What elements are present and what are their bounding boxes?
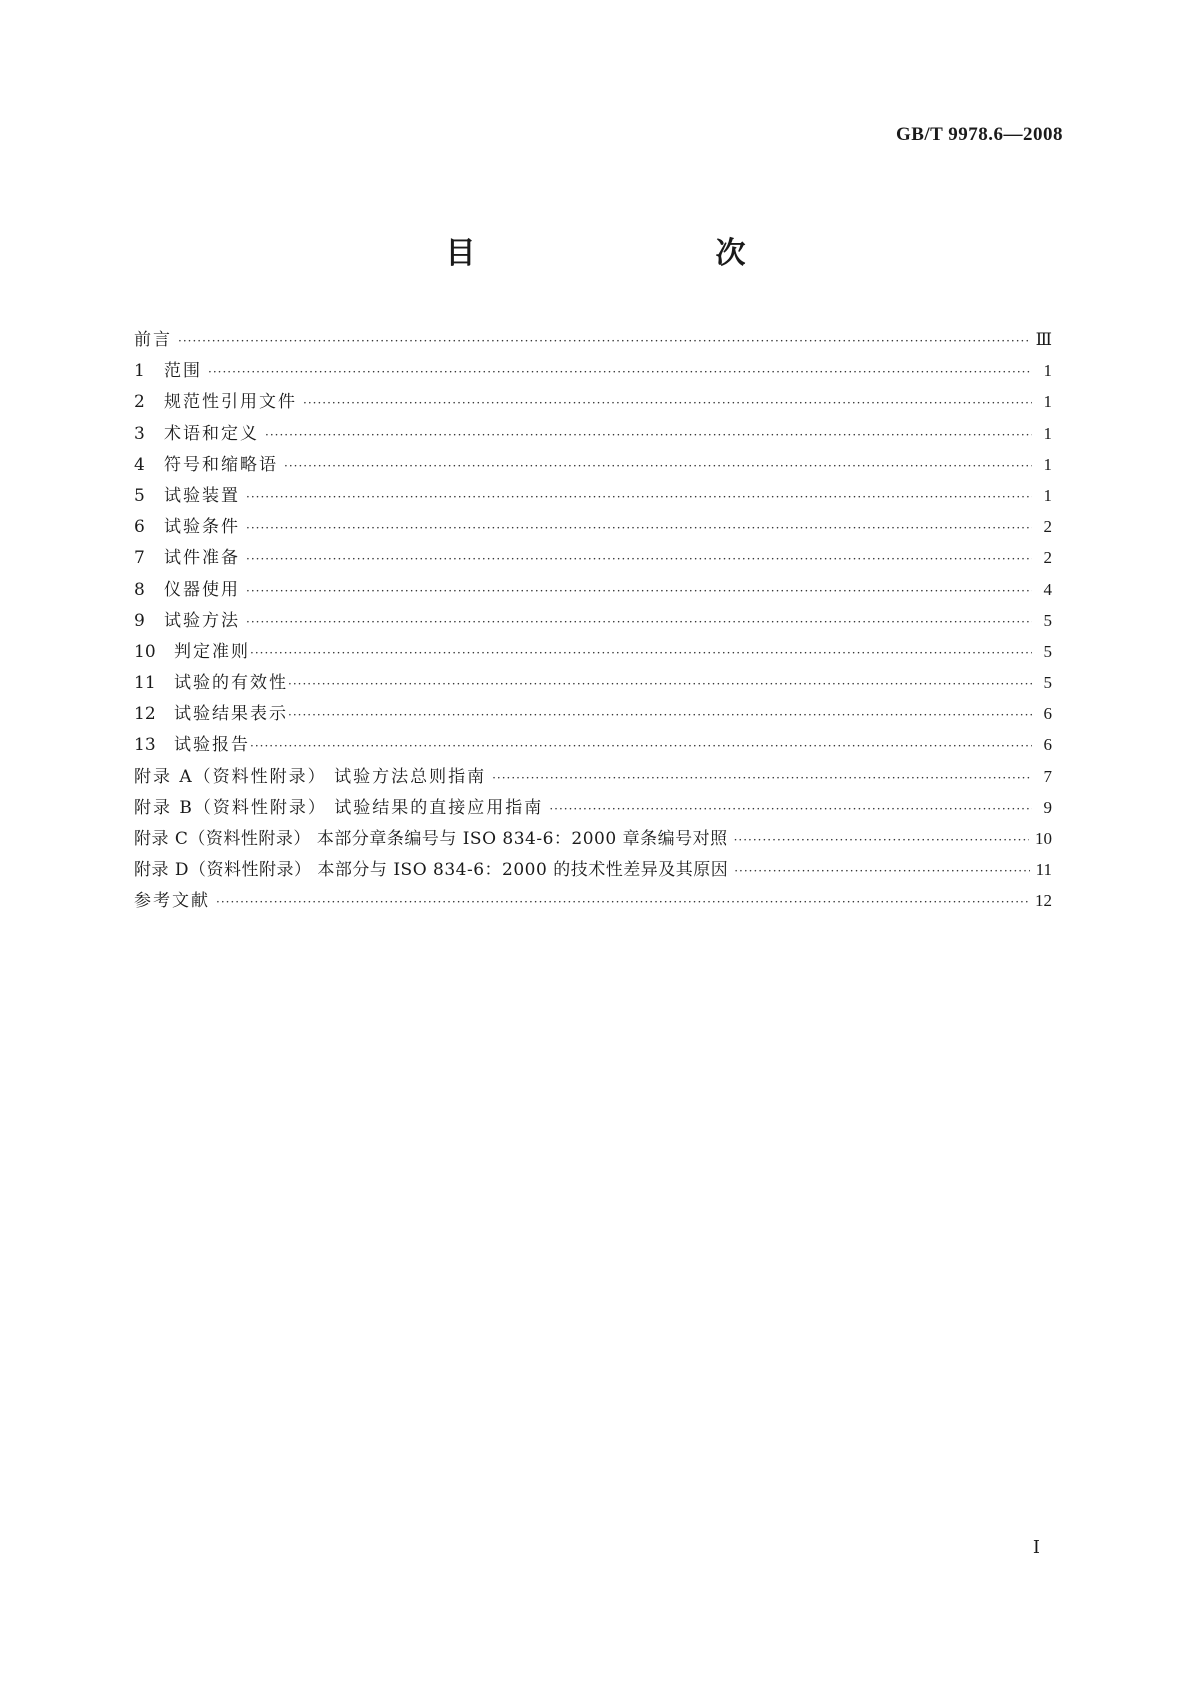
toc-entry-page: 1 xyxy=(1043,485,1052,505)
page-title: 目 次 xyxy=(445,236,806,271)
toc-entry-number: 11 xyxy=(134,673,156,694)
toc-entry-annex-a[interactable] xyxy=(134,762,1052,793)
toc-entry-12[interactable] xyxy=(134,699,1052,730)
toc-entry-page: 4 xyxy=(1043,579,1052,599)
dot-leader xyxy=(734,864,1029,878)
toc-entry-page: 12 xyxy=(1035,891,1052,911)
toc-entry-page: 1 xyxy=(1043,361,1052,381)
toc-entry-title: 术语和定义 xyxy=(164,423,259,444)
toc-entry-9[interactable] xyxy=(134,606,1052,637)
standard-code: GB/T 9978.6—2008 xyxy=(895,124,1063,145)
dot-leader xyxy=(246,490,1032,504)
toc-entry-label xyxy=(134,699,288,724)
toc-entry-label xyxy=(134,668,288,693)
toc-entry-number: 2 xyxy=(134,392,145,413)
toc-entry-number: 13 xyxy=(134,735,156,756)
toc-entry-number: 6 xyxy=(134,517,145,538)
dot-leader xyxy=(288,677,1032,691)
dot-leader xyxy=(284,459,1032,473)
toc-entry-title: 试验条件 xyxy=(164,517,240,538)
toc-entry-title: 符号和缩略语 xyxy=(164,454,278,475)
toc-entry-6[interactable] xyxy=(134,512,1052,543)
toc-entry-label xyxy=(134,855,734,880)
toc-entry-page: 7 xyxy=(1043,766,1052,786)
toc-entry-7[interactable] xyxy=(134,543,1052,574)
dot-leader xyxy=(549,802,1032,816)
toc-entry-page: 1 xyxy=(1043,454,1052,474)
dot-leader xyxy=(246,521,1032,535)
toc-entry-title: 试验结果表示 xyxy=(174,704,288,725)
toc-entry-foreword[interactable] xyxy=(134,325,1052,356)
toc-entry-8[interactable] xyxy=(134,575,1052,606)
toc-entry-1[interactable] xyxy=(134,356,1052,387)
toc-entry-5[interactable] xyxy=(134,481,1052,512)
toc-entry-page: 5 xyxy=(1043,610,1052,630)
toc-entry-title: 范围 xyxy=(164,361,202,382)
dot-leader xyxy=(178,334,1030,348)
toc-entry-title: 规范性引用文件 xyxy=(164,392,297,413)
toc-entry-page: 1 xyxy=(1043,423,1052,443)
dot-leader xyxy=(288,708,1032,722)
toc-entry-bibliography[interactable] xyxy=(134,886,1052,917)
dot-leader xyxy=(492,771,1032,785)
toc-entry-title: 前言 xyxy=(134,330,172,350)
dot-leader xyxy=(208,365,1032,379)
toc-entry-title: 试验报告 xyxy=(174,735,250,756)
toc-entry-label xyxy=(134,762,492,787)
dot-leader xyxy=(250,739,1032,753)
toc-entry-title: 试件准备 xyxy=(164,548,240,569)
toc-entry-label xyxy=(134,793,549,818)
toc-entry-number: 5 xyxy=(134,485,145,506)
toc-entry-label xyxy=(134,606,246,631)
toc-entry-number: 4 xyxy=(134,454,145,475)
toc-entry-number: 9 xyxy=(134,610,145,631)
toc-entry-number: 10 xyxy=(134,641,156,662)
dot-leader xyxy=(734,833,1029,847)
toc-entry-page: 2 xyxy=(1043,517,1052,537)
toc-entry-13[interactable] xyxy=(134,730,1052,761)
toc-entry-label xyxy=(134,481,246,506)
dot-leader xyxy=(303,396,1032,410)
toc-entry-title: 附录 D（资料性附录） 本部分与 ISO 834-6：2000 的技术性差异及其原因 xyxy=(134,860,729,881)
toc-entry-label xyxy=(134,575,246,600)
toc-entry-11[interactable] xyxy=(134,668,1052,699)
toc-entry-title: 仪器使用 xyxy=(164,579,240,600)
toc-entry-label xyxy=(134,512,246,537)
toc-entry-title: 参考文献 xyxy=(134,891,210,912)
toc-entry-label xyxy=(134,419,265,444)
toc-entry-page: 9 xyxy=(1043,797,1052,817)
toc-entry-page: 5 xyxy=(1043,673,1052,693)
toc-entry-label xyxy=(134,543,246,568)
toc-entry-title: 附录 B（资料性附录） 试验结果的直接应用指南 xyxy=(134,797,544,818)
table-of-contents xyxy=(134,325,1052,918)
toc-entry-annex-d[interactable] xyxy=(134,855,1052,886)
toc-entry-label xyxy=(134,824,734,849)
toc-entry-3[interactable] xyxy=(134,419,1052,450)
toc-entry-4[interactable] xyxy=(134,450,1052,481)
toc-entry-page: 6 xyxy=(1043,704,1052,724)
toc-entry-2[interactable] xyxy=(134,387,1052,418)
toc-entry-title: 判定准则 xyxy=(174,641,250,662)
toc-entry-label xyxy=(134,387,303,412)
toc-entry-title: 附录 C（资料性附录） 本部分章条编号与 ISO 834-6：2000 章条编号对照 xyxy=(134,829,728,849)
toc-entry-page: 10 xyxy=(1035,829,1052,848)
toc-entry-label xyxy=(134,325,178,350)
toc-entry-title: 试验方法 xyxy=(164,610,240,631)
dot-leader xyxy=(265,428,1032,442)
toc-entry-number: 8 xyxy=(134,579,145,600)
toc-entry-number: 7 xyxy=(134,548,145,569)
toc-entry-page: Ⅲ xyxy=(1035,330,1052,349)
toc-entry-label xyxy=(134,730,250,755)
dot-leader xyxy=(246,615,1032,629)
dot-leader xyxy=(246,584,1032,598)
toc-entry-annex-c[interactable] xyxy=(134,824,1052,855)
dot-leader xyxy=(246,552,1032,566)
toc-entry-page: 11 xyxy=(1035,860,1052,880)
toc-entry-number: 12 xyxy=(134,704,156,725)
toc-entry-title: 试验装置 xyxy=(164,485,240,506)
toc-entry-10[interactable] xyxy=(134,637,1052,668)
toc-entry-title: 附录 A（资料性附录） 试验方法总则指南 xyxy=(134,766,487,787)
toc-entry-number: 1 xyxy=(134,361,145,382)
toc-entry-page: 6 xyxy=(1043,735,1052,755)
dot-leader xyxy=(216,895,1029,909)
toc-entry-label xyxy=(134,637,250,662)
toc-entry-annex-b[interactable] xyxy=(134,793,1052,824)
toc-entry-number: 3 xyxy=(134,423,145,444)
toc-entry-page: 1 xyxy=(1043,392,1052,412)
toc-entry-page: 5 xyxy=(1043,641,1052,661)
dot-leader xyxy=(250,646,1032,660)
toc-entry-label xyxy=(134,450,284,475)
toc-entry-title: 试验的有效性 xyxy=(174,673,288,694)
toc-entry-page: 2 xyxy=(1043,548,1052,568)
toc-entry-label xyxy=(134,356,208,381)
toc-entry-label xyxy=(134,886,216,911)
page-number: Ⅰ xyxy=(1032,1537,1040,1557)
